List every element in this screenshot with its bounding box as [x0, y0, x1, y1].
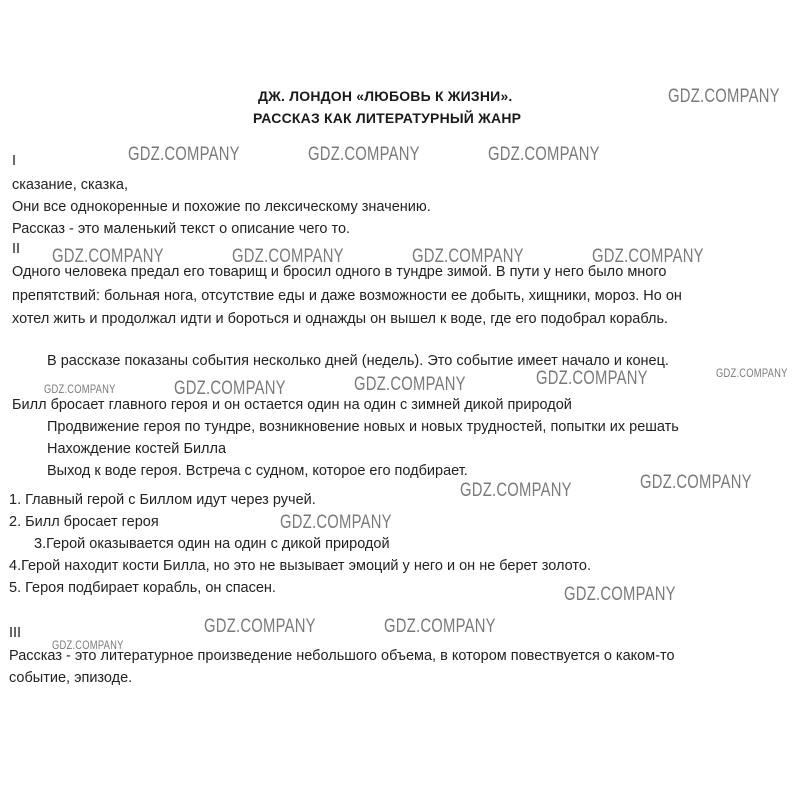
section-2-marker: II	[12, 241, 21, 257]
watermark: GDZ.COMPANY	[640, 472, 752, 493]
section-1-marker: I	[12, 153, 17, 169]
title-line-1: ДЖ. ЛОНДОН «ЛЮБОВЬ К ЖИЗНИ».	[258, 88, 513, 104]
watermark: GDZ.COMPANY	[308, 144, 420, 165]
section-2-line: Билл бросает главного героя и он остается один на один с зимней дикой природой	[12, 397, 572, 413]
section-2-line: Выход к воде героя. Встреча с судном, которое его подбирает.	[47, 463, 468, 479]
watermark: GDZ.COMPANY	[52, 246, 164, 267]
section-3-line: Рассказ - это литературное произведение небольшого объема, в котором повествуется о каком-то	[9, 648, 675, 664]
section-2-line: хотел жить и продолжал идти и бороться и однажды он вышел к воде, где его подобрал корабль.	[12, 311, 669, 327]
section-2-line: Нахождение костей Билла	[47, 441, 227, 457]
watermark: GDZ.COMPANY	[384, 616, 496, 637]
plan-item-4: 4.Герой находит кости Билла, но это не вызывает эмоций у него и он не берет золото.	[9, 558, 591, 574]
watermark: GDZ.COMPANY	[564, 584, 676, 605]
section-1-line: Рассказ - это маленький текст о описание чего то.	[12, 221, 351, 237]
plan-item-3: 3.Герой оказывается один на один с дикой природой	[34, 536, 390, 552]
plan-item-1: 1. Главный герой с Биллом идут через ручей.	[9, 492, 316, 508]
plan-item-5: 5. Героя подбирает корабль, он спасен.	[9, 580, 276, 596]
watermark: GDZ.COMPANY	[204, 616, 316, 637]
watermark: GDZ.COMPANY	[232, 246, 344, 267]
watermark: GDZ.COMPANY	[52, 638, 124, 652]
section-1-line: сказание, сказка,	[12, 177, 128, 193]
section-2-line: препятствий: больная нога, отсутствие еды и даже возможности ее добыть, хищники, мороз. Но он	[12, 288, 682, 304]
watermark: GDZ.COMPANY	[536, 368, 648, 389]
watermark: GDZ.COMPANY	[44, 382, 116, 396]
section-2-line: Одного человека предал его товарищ и бросил одного в тундре зимой. В пути у него было много	[12, 264, 667, 280]
watermark: GDZ.COMPANY	[174, 378, 286, 399]
section-2-line: В рассказе показаны события несколько дней (недель). Это событие имеет начало и конец.	[47, 353, 669, 369]
watermark: GDZ.COMPANY	[592, 246, 704, 267]
watermark: GDZ.COMPANY	[412, 246, 524, 267]
watermark: GDZ.COMPANY	[280, 512, 392, 533]
section-3-line: событие, эпизоде.	[9, 670, 133, 686]
watermark: GDZ.COMPANY	[460, 480, 572, 501]
plan-item-2: 2. Билл бросает героя	[9, 514, 159, 530]
section-1-line: Они все однокоренные и похожие по лексическому значению.	[12, 199, 431, 215]
watermark: GDZ.COMPANY	[488, 144, 600, 165]
watermark: GDZ.COMPANY	[128, 144, 240, 165]
watermark: GDZ.COMPANY	[354, 374, 466, 395]
watermark: GDZ.COMPANY	[668, 86, 780, 107]
watermark: GDZ.COMPANY	[716, 366, 788, 380]
section-2-line: Продвижение героя по тундре, возникновение новых и новых трудностей, попытки их решать	[47, 419, 679, 435]
title-line-2: РАССКАЗ КАК ЛИТЕРАТУРНЫЙ ЖАНР	[253, 110, 522, 126]
section-3-marker: III	[9, 625, 22, 641]
